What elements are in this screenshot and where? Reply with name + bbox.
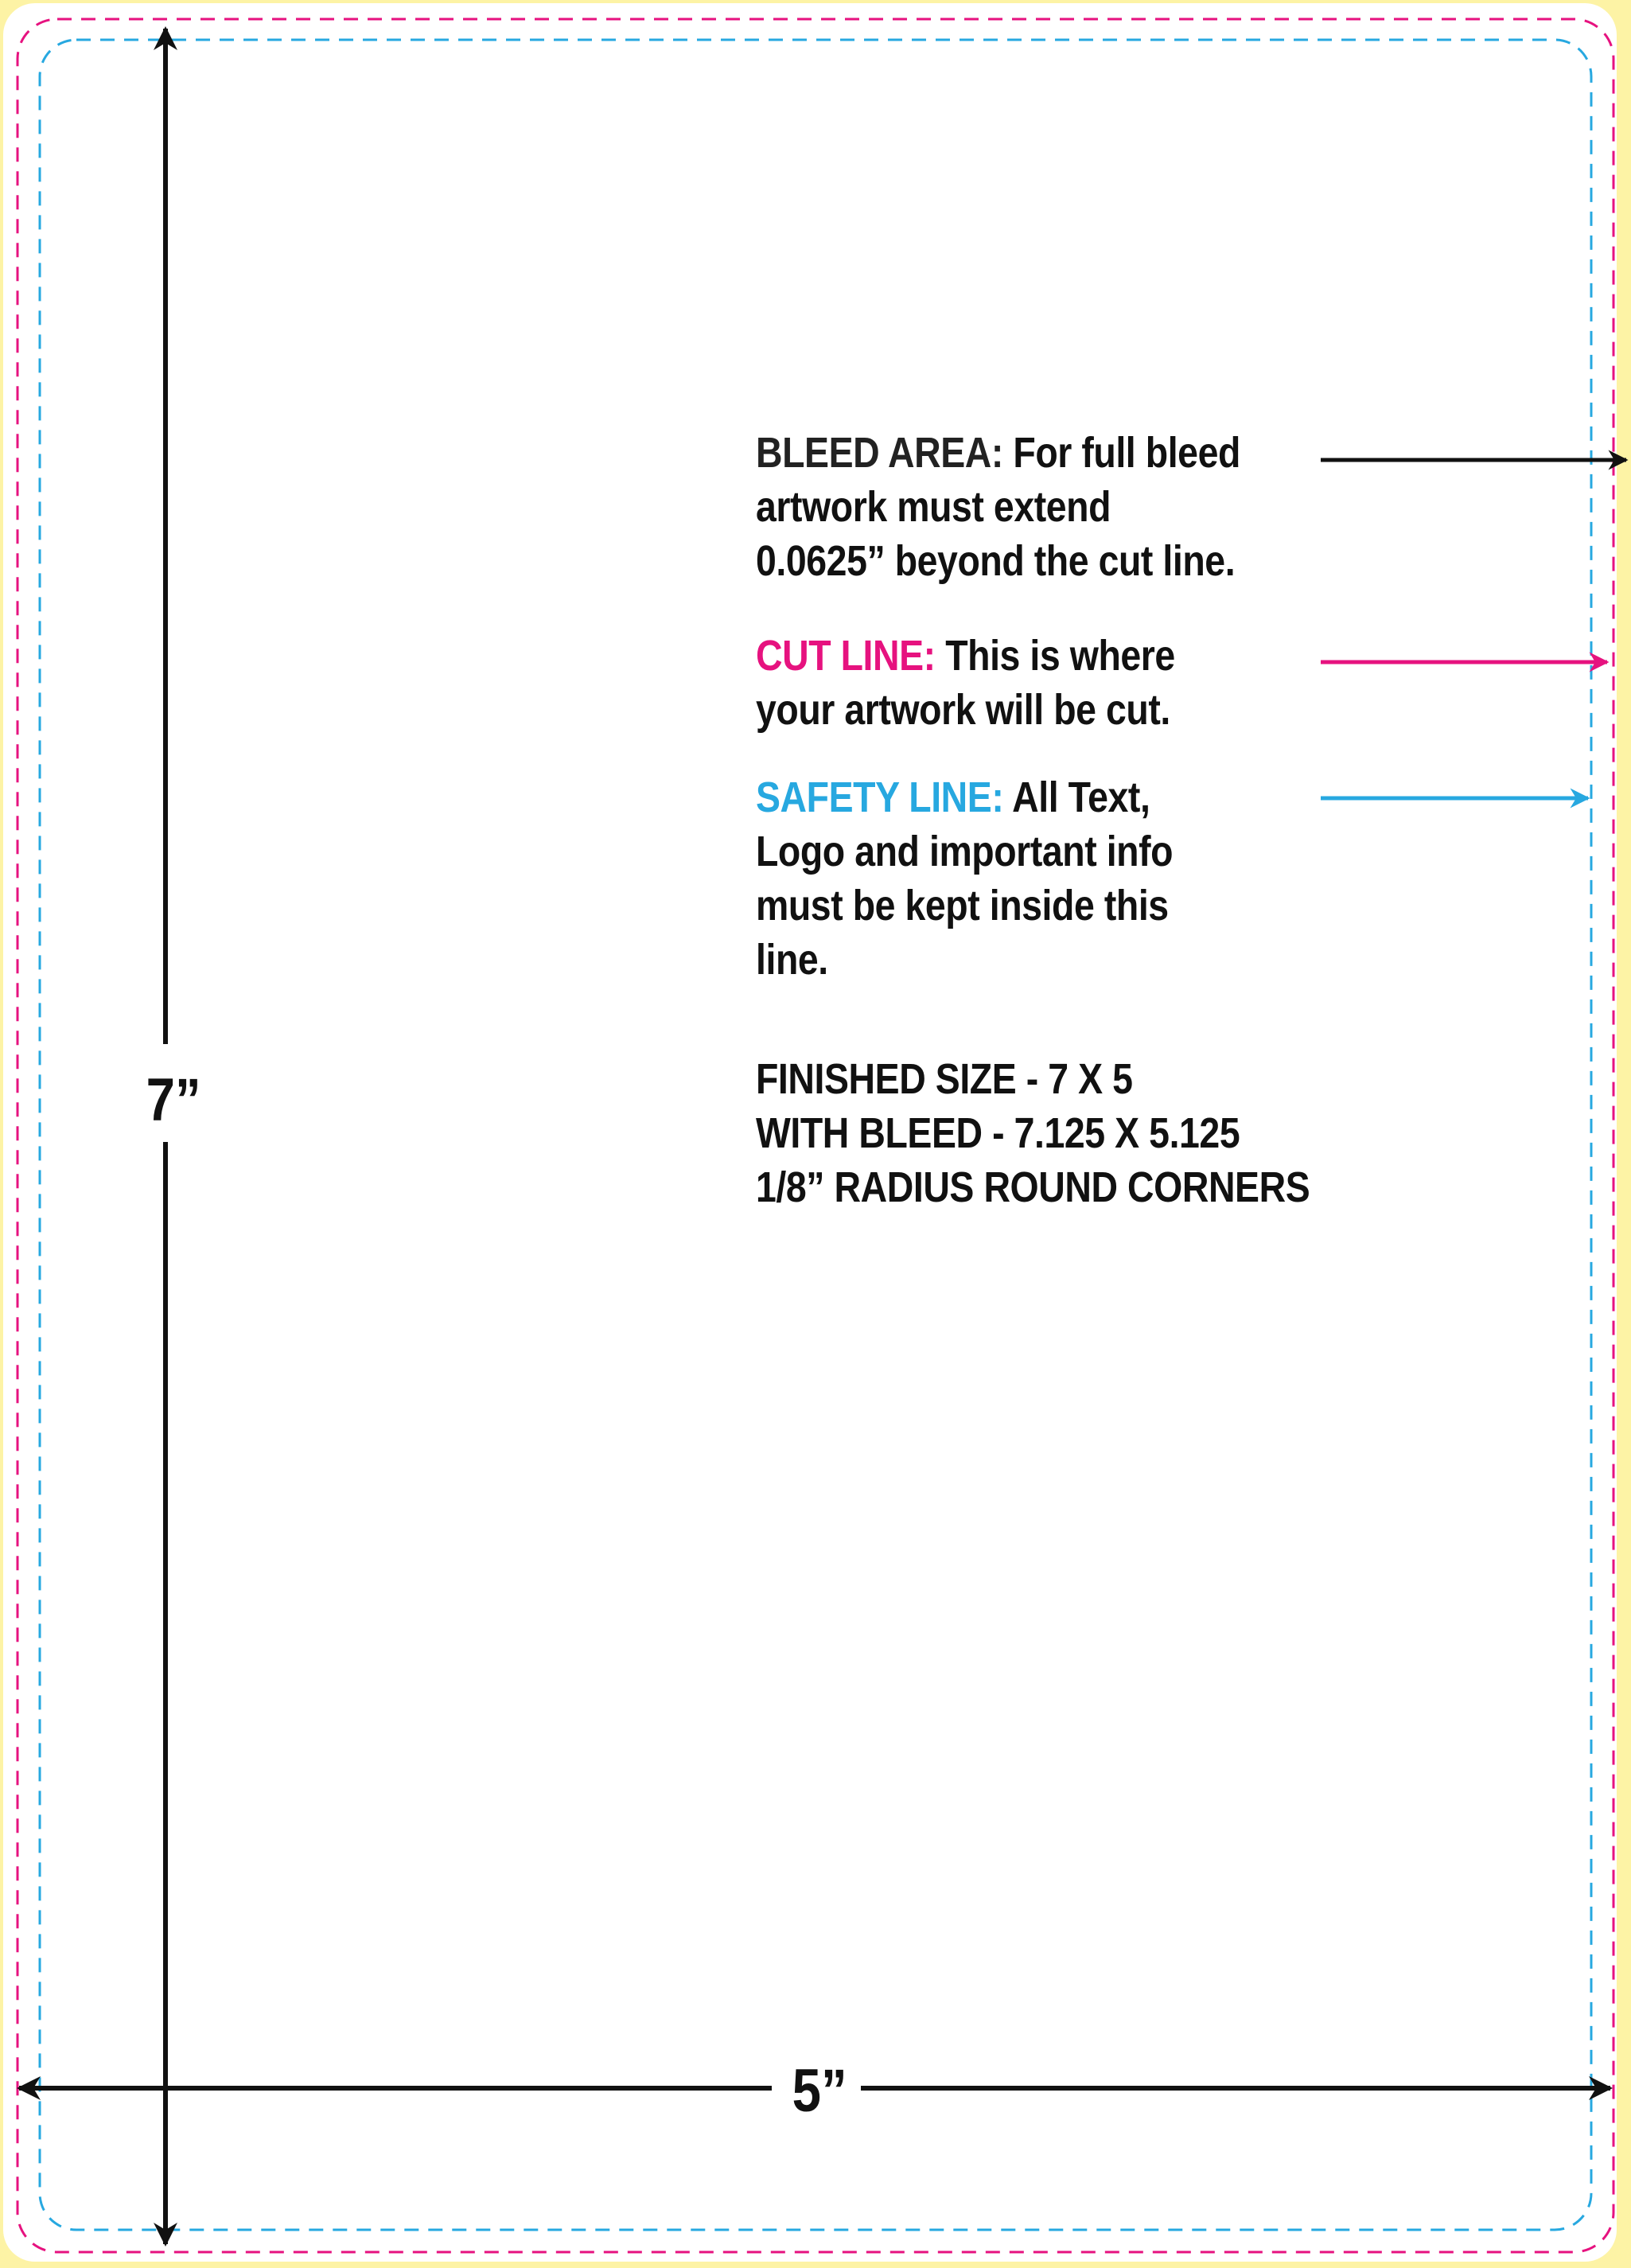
safety-line-text: All Text, Logo and important info must be kept inside this line. xyxy=(756,774,1174,984)
bleed-area-label: BLEED AREA: xyxy=(756,429,1003,477)
bleed-size: WITH BLEED - 7.125 X 5.125 xyxy=(756,1109,1240,1157)
safety-line-label: SAFETY LINE: xyxy=(756,774,1004,821)
safety-line-note xyxy=(756,770,1248,987)
size-specs xyxy=(756,1052,1310,1214)
cut-line-label: CUT LINE: xyxy=(756,632,936,680)
height-dimension-label: 7” xyxy=(146,1066,201,1134)
bleed-area-text: For full bleed artwork must extend 0.0625” beyond the cut line. xyxy=(756,429,1240,585)
cut-line-text: This is where your artwork will be cut. xyxy=(756,632,1175,734)
finished-size: FINISHED SIZE - 7 X 5 xyxy=(756,1055,1133,1103)
corner-radius: 1/8” RADIUS ROUND CORNERS xyxy=(756,1163,1310,1211)
cut-line-note xyxy=(756,629,1248,737)
bleed-area-note xyxy=(756,426,1248,588)
width-dimension-label: 5” xyxy=(792,2057,847,2125)
